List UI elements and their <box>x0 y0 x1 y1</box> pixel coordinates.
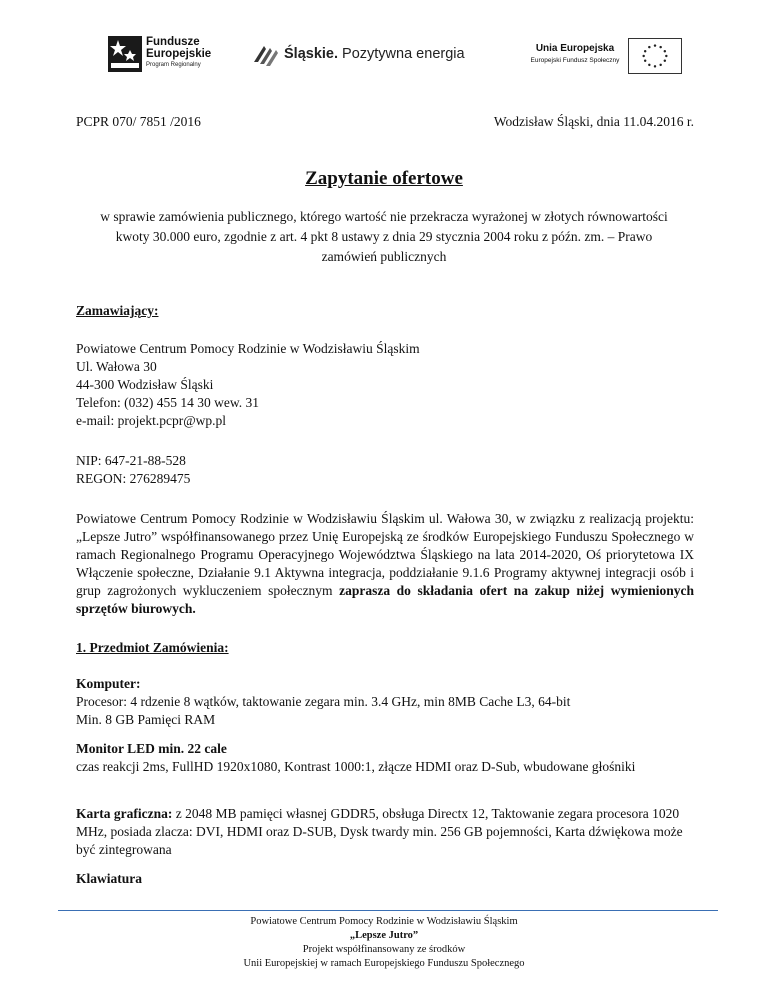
slaskie-logo <box>252 42 472 72</box>
slaskie-wave-icon <box>252 42 280 68</box>
buyer-city: 44-300 Wodzisław Śląski <box>76 377 214 392</box>
footer-line1: Powiatowe Centrum Pomocy Rodzinie w Wodzisławiu Śląskim <box>250 916 518 927</box>
section1-heading: 1. Przedmiot Zamówienia: <box>76 640 229 655</box>
buyer-ids <box>76 452 694 488</box>
page-footer <box>0 915 768 971</box>
computer-label: Komputer: <box>76 676 141 691</box>
footer-rule <box>58 910 718 911</box>
eu-flag-icon <box>628 38 682 74</box>
graphics-label: Karta graficzna: <box>76 806 173 821</box>
intro-bold-text: zaprasza do składania ofert na zakup niżej wymienionych sprzętów biurowych. <box>76 583 694 616</box>
fundusze-europejskie-logo <box>108 36 238 76</box>
eu-logo-line2: Europejski Fundusz Społeczny <box>530 57 620 64</box>
graphics-text: z 2048 MB pamięci własnej GDDR5, obsługa Directx 12, Taktowanie zegara procesora 1020 MHz, posiada zlacza: DVI, HDMI oraz D-SUB, Dysk twardy min. 256 GB pojemności, Karta dźwiękowa może być zintegrowana <box>76 806 683 857</box>
buyer-heading: Zamawiający: <box>76 303 159 318</box>
fundusze-europejskie-star-icon <box>108 36 142 72</box>
buyer-name: Powiatowe Centrum Pomocy Rodzinie w Wodzisławiu Śląskim <box>76 341 420 356</box>
buyer-regon: REGON: 276289475 <box>76 471 191 486</box>
monitor-text: czas reakcji 2ms, FullHD 1920x1080, Kontrast 1000:1, złącze HDMI oraz D-Sub, wbudowane głośniki <box>76 759 636 774</box>
monitor-label: Monitor LED min. 22 cale <box>76 741 227 756</box>
footer-line3: Projekt współfinansowany ze środków <box>302 944 466 955</box>
computer-line2: Min. 8 GB Pamięci RAM <box>76 712 216 727</box>
fe-logo-line2: Europejskie <box>146 48 212 60</box>
graphics-spec <box>76 805 694 859</box>
buyer-email: e-mail: projekt.pcpr@wp.pl <box>76 413 227 428</box>
place-and-date: Wodzisław Śląski, dnia 11.04.2016 r. <box>493 114 694 129</box>
monitor-spec <box>76 740 694 776</box>
document-title: Zapytanie ofertowe <box>305 168 463 189</box>
fe-logo-line1: Fundusze <box>146 36 200 48</box>
document-subtitle: w sprawie zamówienia publicznego, którego wartość nie przekracza wyrażonej w złotych równowartości kwoty 30.000 euro, zgodnie z art. 4 pkt 8 ustawy z dnia 29 stycznia 2004 roku z późn. zm. – Prawo zamówień publicznych <box>100 209 668 264</box>
footer-line4: Unii Europejskiej w ramach Europejskiego Funduszu Społecznego <box>243 958 525 969</box>
buyer-street: Ul. Wałowa 30 <box>76 359 157 374</box>
intro-text: Powiatowe Centrum Pomocy Rodzinie w Wodzisławiu Śląskim ul. Wałowa 30, w związku z realizacją projektu: „Lepsze Jutro” współfinansowanego przez Unię Europejską ze środków Europejskiego Funduszu Społecznego w ramach Regionalnego Programu Operacyjnego Województwa Śląskiego na lata 2014-2020, Oś priorytetowa IX Włączenie społeczne, Działanie 9.1 Aktywna integracja, poddziałanie 9.1.6 Programy aktywnej integracji osób i grup zagrożonych wykluczeniem społecznym <box>76 511 694 598</box>
fe-logo-line3: Program Regionalny <box>146 62 201 68</box>
buyer-phone: Telefon: (032) 455 14 30 wew. 31 <box>76 395 260 410</box>
unia-europejska-logo <box>520 38 680 78</box>
logo-strip <box>0 30 768 80</box>
intro-paragraph <box>76 510 694 618</box>
computer-line1: Procesor: 4 rdzenie 8 wątków, taktowanie zegara min. 3.4 GHz, min 8MB Cache L3, 64-bit <box>76 694 571 709</box>
slaskie-logo-rest: Pozytywna energia <box>338 46 465 62</box>
reference-number: PCPR 070/ 7851 /2016 <box>76 114 201 129</box>
buyer-nip: NIP: 647-21-88-528 <box>76 453 186 468</box>
keyboard-label: Klawiatura <box>76 871 142 886</box>
slaskie-logo-bold: Śląskie. <box>284 46 339 62</box>
footer-line2: „Lepsze Jutro” <box>349 930 419 941</box>
computer-spec <box>76 675 694 729</box>
buyer-details <box>76 340 694 430</box>
eu-logo-line1: Unia Europejska <box>535 43 615 54</box>
